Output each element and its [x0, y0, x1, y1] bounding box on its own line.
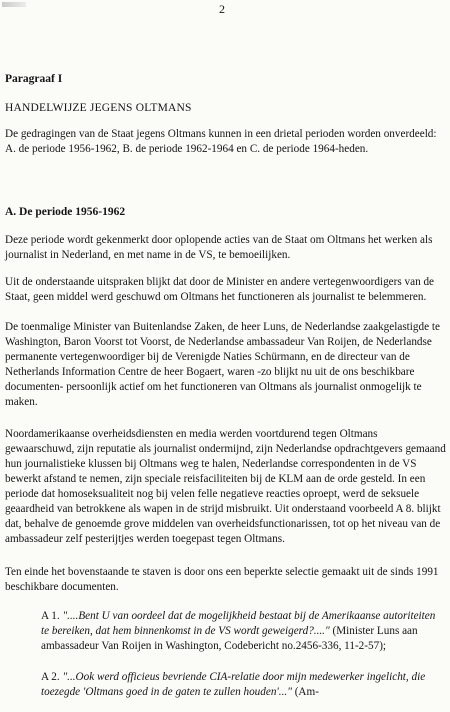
paragraph-3 — [5, 320, 446, 410]
paragraph-1 — [5, 233, 446, 263]
paragraph-5-text: Ten einde het bovenstaande te staven is door ons een beperkte selectie gemaakt uit de sinds 1991 beschikbare documenten. — [5, 566, 439, 593]
paragraph-5 — [5, 565, 446, 595]
quote-a1 — [41, 609, 446, 654]
section-a-title: A. De periode 1956-1962 — [5, 206, 126, 218]
quote-a2 — [41, 670, 446, 700]
page-number: 2 — [219, 2, 225, 16]
quote-a2-text: "...Ook werd officieus bevriende CIA-relatie door mijn medewerker ingelicht, die toezegde 'Oltmans goed in de gaten te zullen houden'..." — [41, 671, 426, 698]
paragraph-heading: Paragraaf I — [5, 73, 63, 85]
quote-a1-text: "....Bent U van oordeel dat de mogelijkheid bestaat bij de Amerikaanse autoriteiten te bereiken, dat hem binnenkomst in de VS wordt geweigerd?...." — [41, 610, 436, 637]
quote-a2-label: A 2. — [41, 671, 60, 683]
paragraph-1-text: Deze periode wordt gekenmerkt door oplopende acties van de Staat om Oltmans het werken als journalist in Nederland, en met name in de VS, te bemoeilijken. — [5, 234, 433, 261]
paragraph-3-text: De toenmalige Minister van Buitenlandse Zaken, de heer Luns, de Nederlandse zaakgelastigde te Washington, Baron Voorst tot Voorst, de Nederlandse ambassadeur Van Roijen, de Nederlandse permanente vertegenwoordiger bij de Verenigde Naties Schürmann, en de directeur van de Netherlands Information Centre de heer Bogaert, waren -zo blijkt nu uit de ons beschikbare documenten- persoonlijk actief om het functioneren van Oltmans als journalist onmogelijk te maken. — [5, 321, 440, 408]
paragraph-4 — [5, 427, 446, 547]
quote-a1-label: A 1. — [41, 610, 60, 622]
paragraph-4-text: Noordamerikaanse overheidsdiensten en media werden voortdurend tegen Oltmans gewaarschuwd, zijn reputatie als journalist ondermijnd, zijn Nederlandse opdrachtgevers gemaand hun journalistieke klussen bij Oltmans weg te halen, Nederlandse correspondenten in de VS bewerkt afstand te nemen, zijn speciale reisfaciliteiten bij de KLM aan de orde gesteld. In een periode dat homoseksualiteit nog bij velen felle negatieve reacties oproept, werd de seksuele geaardheid van betrokkene als wapen in de strijd misbruikt. Uit onderstaand voorbeeld A 8. blijkt dat, behalve de genoemde grove middelen van overheidsfunctionarissen, tot op het niveau van de ambassadeur zelf pesterijtjes werden toegepast tegen Oltmans. — [5, 428, 446, 545]
quote-a2-suffix: (Am- — [291, 686, 319, 698]
quote-a1-source: (Minister Luns aan ambassadeur Van Roijen in Washington, Codebericht no.2456-336, 11-2-57); — [41, 625, 418, 652]
intro-text: De gedragingen van de Staat jegens Oltmans kunnen in een drietal perioden worden onverdeeld: A. de periode 1956-1962, B. de periode 1962-1964 en C. de periode 1964-heden. — [5, 128, 437, 155]
scan-artifact — [2, 2, 26, 7]
section-title: HANDELWIJZE JEGENS OLTMANS — [5, 102, 192, 114]
paragraph-2-text: Uit de onderstaande uitspraken blijkt dat door de Minister en andere vertegenwoordigers van de Staat, geen middel werd geschuwd om Oltmans het functioneren als journalist te belemmeren. — [5, 276, 435, 303]
paragraph-2 — [5, 275, 446, 305]
intro-paragraph — [5, 127, 446, 157]
